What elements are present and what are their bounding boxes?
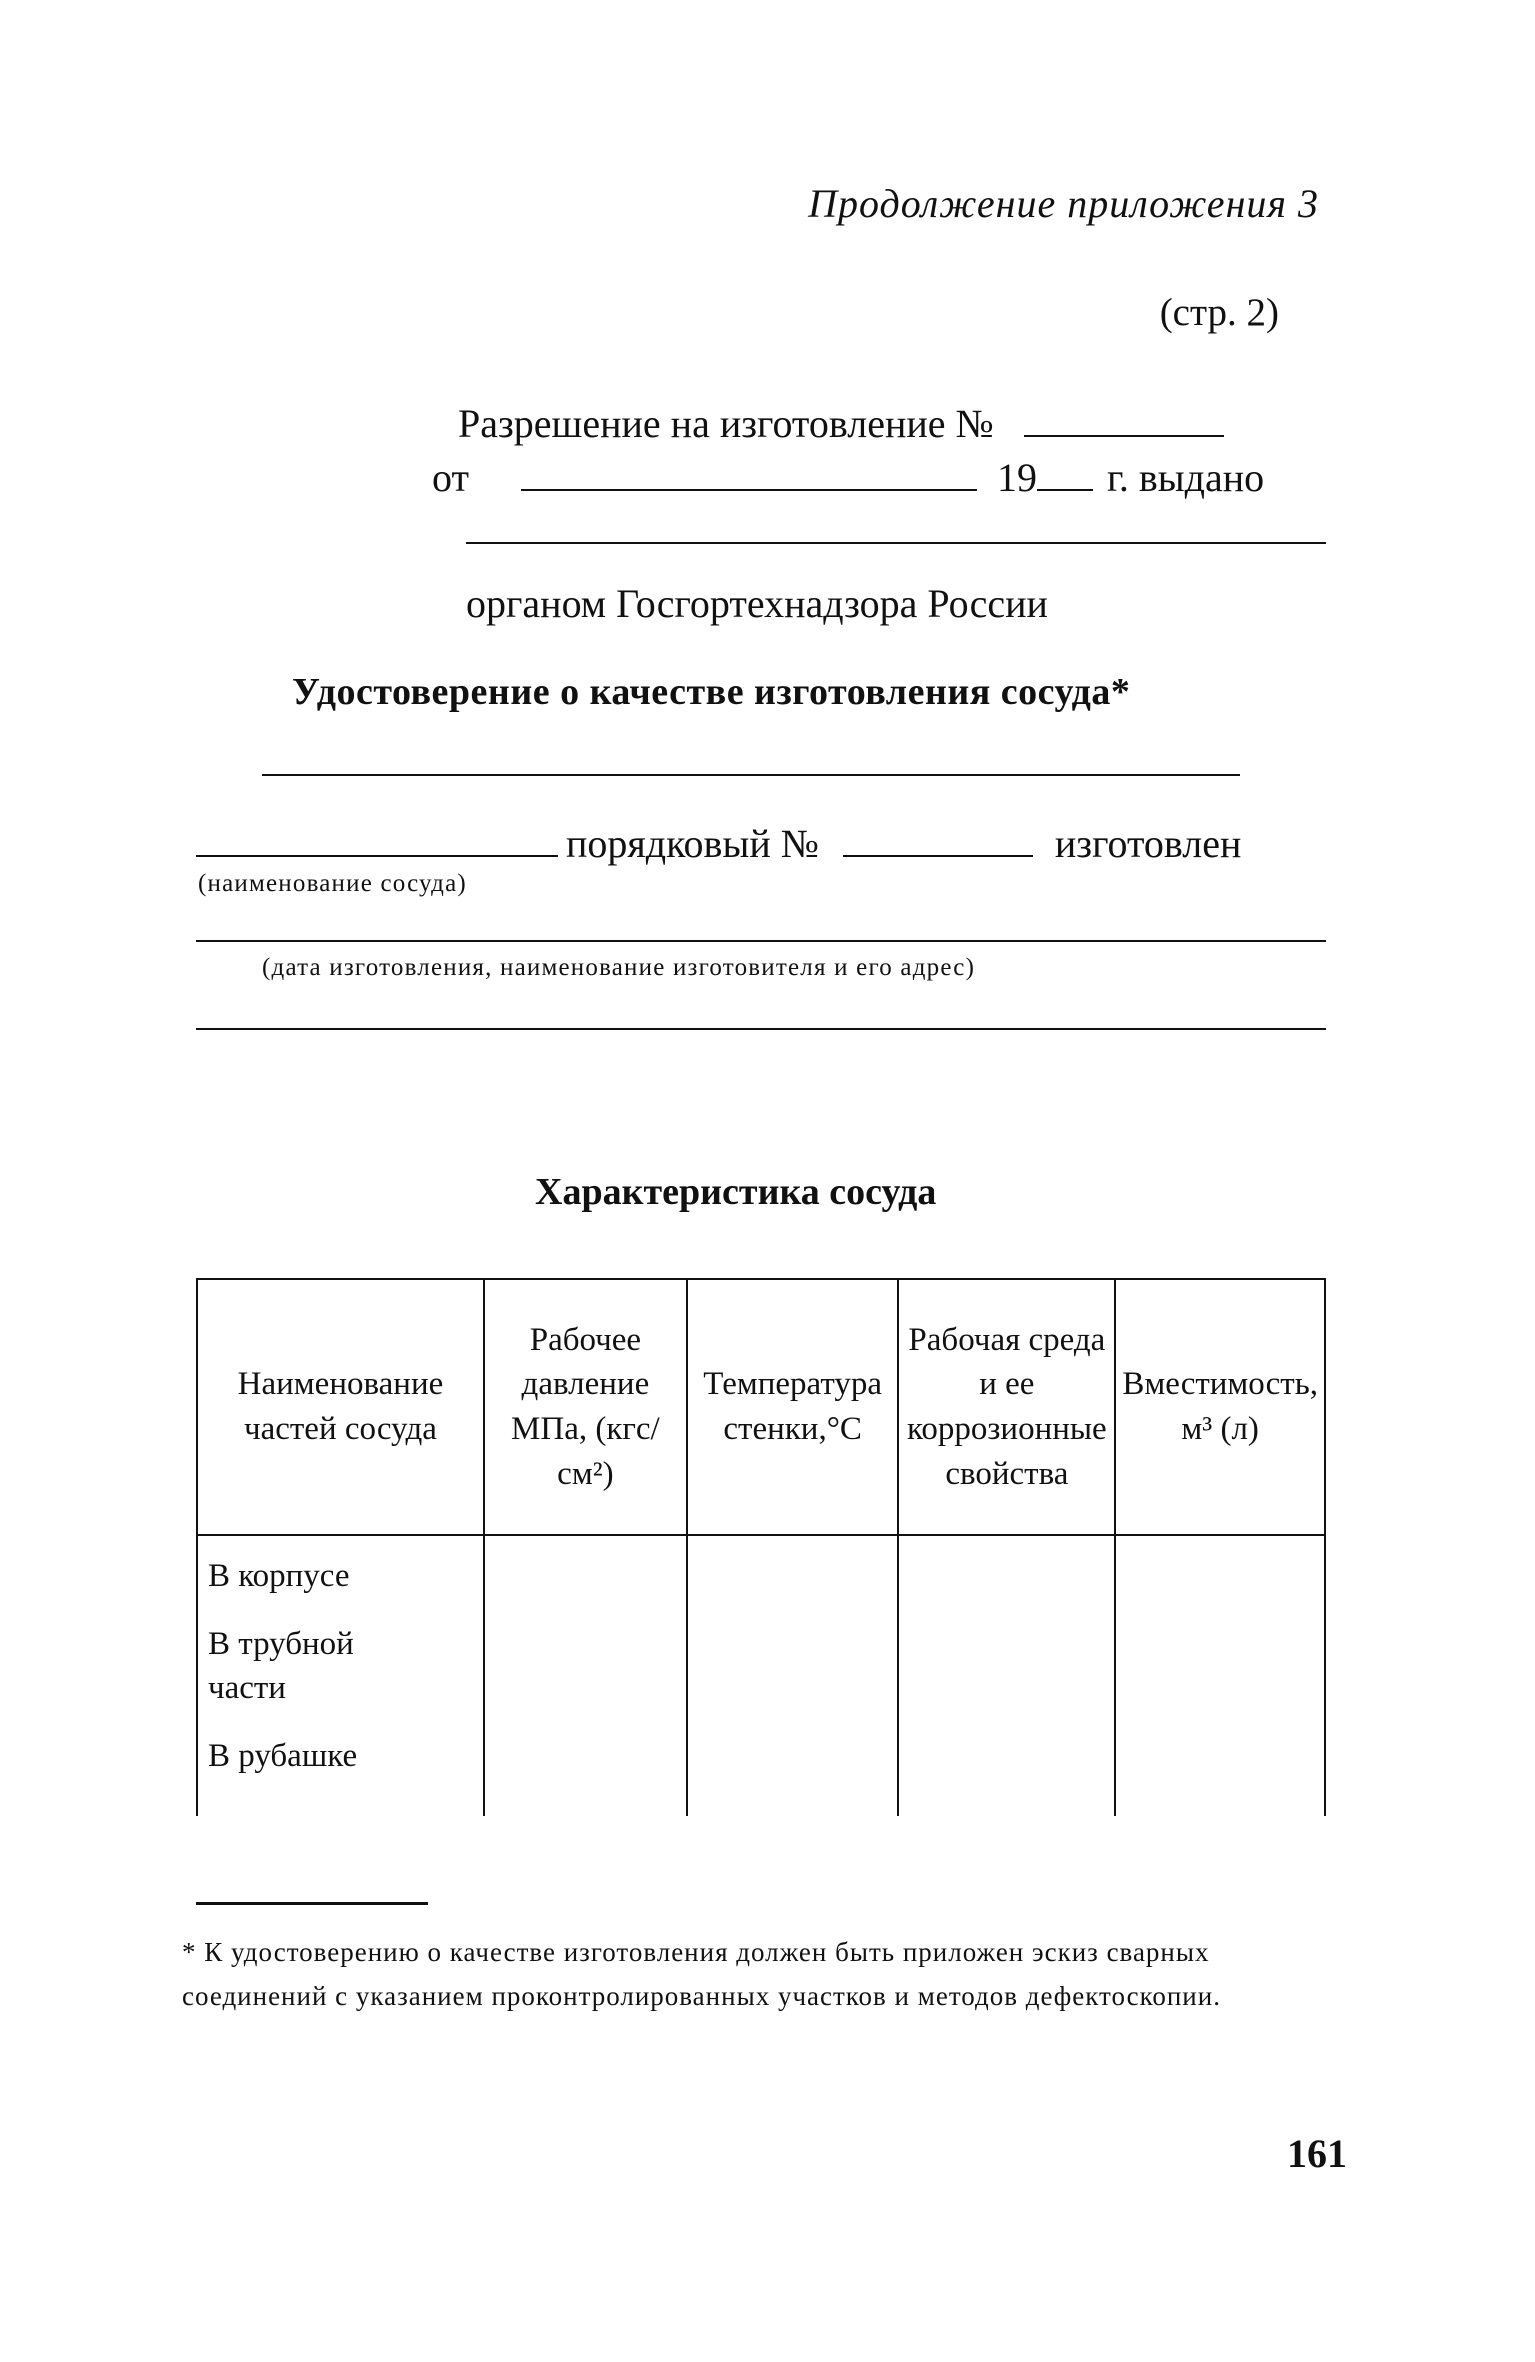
column-header: Рабочее давление МПа, (кгс/см²): [484, 1279, 687, 1535]
issuer-text: органом Госгортехнадзора России: [466, 581, 1048, 626]
manufacturer-blank-line-2[interactable]: [196, 1028, 1326, 1030]
certificate-title: Удостоверение о качестве изготовления сосуда*: [292, 671, 1131, 713]
page-label: (стр. 2): [1159, 291, 1279, 334]
characteristics-table: [196, 1278, 1326, 1816]
table-cell[interactable]: [1115, 1535, 1325, 1816]
permit-number-field[interactable]: [1024, 405, 1224, 437]
row-labels-cell: [197, 1535, 484, 1816]
vessel-name-field[interactable]: [196, 825, 558, 857]
table-cell[interactable]: [687, 1535, 899, 1816]
table-cell[interactable]: [484, 1535, 687, 1816]
vessel-name-caption: (наименование сосуда): [198, 870, 467, 897]
column-header: Наименование частей сосуда: [197, 1279, 484, 1535]
permit-line-1: [458, 400, 1224, 447]
continuation-header: Продолжение приложения 3: [808, 181, 1319, 226]
manufacturer-blank-line-1[interactable]: [196, 940, 1326, 942]
permit-line-2: [432, 454, 1326, 501]
year-field[interactable]: [1037, 459, 1093, 491]
column-header: Температура стенки,°C: [687, 1279, 899, 1535]
certificate-blank-line[interactable]: [262, 774, 1240, 776]
vessel-line: [196, 820, 1326, 867]
serial-label: порядковый №: [566, 821, 819, 866]
table-row: [197, 1535, 1325, 1816]
page-number: 161: [1287, 2131, 1347, 2176]
row-label: В корпусе: [208, 1558, 350, 1594]
permit-label: Разрешение на изготовление №: [458, 401, 994, 446]
column-header: Вместимость, м³ (л): [1115, 1279, 1325, 1535]
footnote-rule: [196, 1902, 428, 1905]
issued-label: г. выдано: [1106, 455, 1265, 500]
year-prefix: 19: [996, 455, 1037, 500]
made-label: изготовлен: [1054, 821, 1242, 866]
table-header-row: [197, 1279, 1325, 1535]
characteristics-title: Характеристика сосуда: [535, 1171, 937, 1213]
serial-number-field[interactable]: [843, 825, 1033, 857]
permit-date-field[interactable]: [521, 459, 977, 491]
footnote: * К удостоверению о качестве изготовления должен быть приложен эскиз сварных соединений с указанием проконтролированных участков и методов дефектоскопии.: [182, 1937, 1221, 2011]
manufacturer-caption: (дата изготовления, наименование изготовителя и его адрес): [262, 954, 976, 981]
issuer-blank-line[interactable]: [466, 542, 1326, 544]
row-label: В трубной части: [208, 1626, 354, 1706]
column-header: Рабочая среда и ее коррозионные свойства: [898, 1279, 1115, 1535]
from-label: от: [432, 455, 469, 500]
row-label: В рубашке: [208, 1738, 358, 1774]
table-cell[interactable]: [898, 1535, 1115, 1816]
